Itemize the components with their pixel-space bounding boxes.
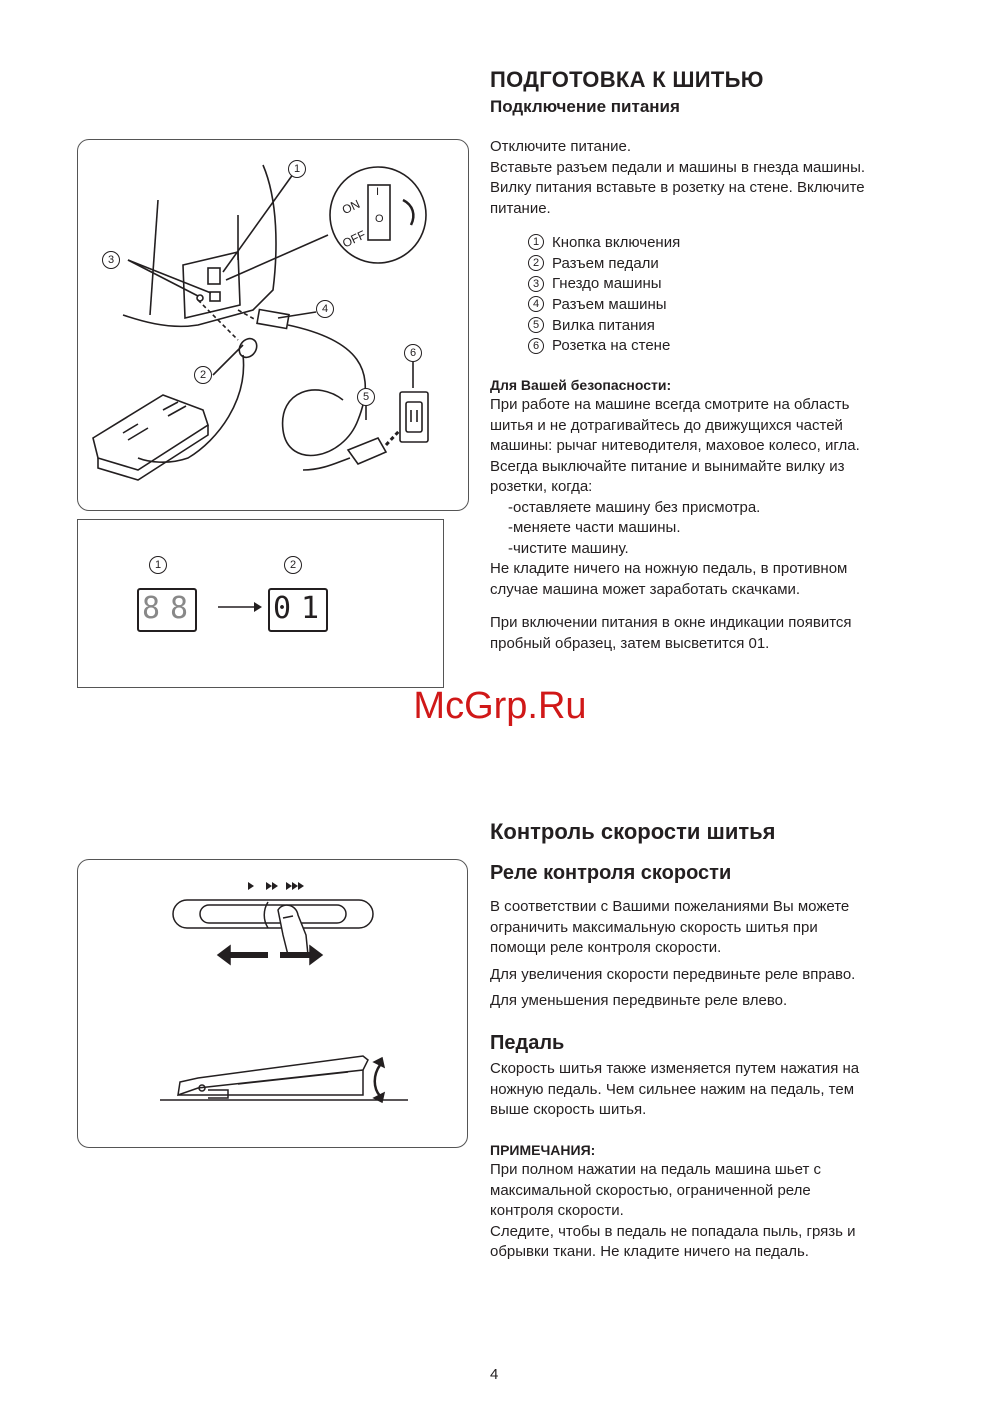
speed-indicator-icon: [248, 882, 304, 890]
callout-display-2: 2: [284, 556, 302, 574]
switch-off-label: OFF: [340, 227, 368, 251]
list-item: [528, 315, 968, 336]
number-circle: 5: [528, 317, 544, 333]
list-item: [528, 253, 968, 274]
speed-control-title: Контроль скорости шитья: [490, 819, 776, 844]
lcd-before: [137, 588, 197, 632]
machine-socket: [210, 292, 220, 301]
safety-line: Всегда выключайте питание и вынимайте вилку из: [490, 457, 845, 475]
part-label: Гнездо машины: [552, 275, 662, 293]
safety-line: машины: рычаг нитеводителя, маховое колесо, игла.: [490, 437, 860, 454]
intro-line: Отключите питание.: [490, 138, 632, 155]
safety-item: -чистите машину.: [508, 539, 629, 557]
safety-line: При работе на машине всегда смотрите на область: [490, 396, 850, 413]
relay-title: Реле контроля скорости: [490, 862, 732, 884]
lcd-after-digits: 01: [273, 591, 330, 626]
lcd-after: [268, 588, 328, 632]
safety-line: шитья и не дотрагивайтесь до движущихся частей: [490, 416, 843, 434]
wall-outlet: [400, 392, 428, 442]
speed-slider-knob: [264, 902, 268, 928]
callout-display-1: 1: [149, 556, 167, 574]
safety-item: -оставляете машину без присмотра.: [508, 498, 761, 516]
safety-item: -меняете части машины.: [508, 519, 681, 536]
part-label: Кнопка включения: [552, 233, 681, 251]
up-down-arrow-icon: [375, 1065, 380, 1096]
display-note-line: пробный образец, затем высветится 01.: [490, 634, 770, 652]
relay-line: помощи реле контроля скорости.: [490, 939, 722, 956]
relay-increase: Для увеличения скорости передвиньте реле вправо.: [490, 965, 856, 983]
safety-block: [490, 375, 930, 600]
notes-line: При полном нажатии на педаль машина шьет с: [490, 1161, 821, 1178]
callout-6: 6: [404, 344, 422, 362]
list-item: [528, 232, 968, 253]
pedal-side-view: [178, 1056, 368, 1095]
machine-plug: [257, 310, 289, 329]
number-circle: 1: [528, 234, 544, 250]
notes-line: контроля скорости.: [490, 1202, 624, 1219]
pedal-text: [490, 1059, 930, 1121]
display-note-line: При включении питания в окне индикации появится: [490, 614, 852, 631]
arrow-right-icon: [218, 600, 263, 614]
relay-text: [490, 897, 930, 1012]
pedal-line: выше скорость шитья.: [490, 1101, 647, 1118]
pedal-line: Скорость шитья также изменяется путем нажатия на: [490, 1060, 860, 1077]
switch-on-label: ON: [339, 196, 363, 218]
speed-slider-track: [173, 900, 373, 928]
watermark: McGrp.Ru: [413, 685, 587, 727]
number-circle: 4: [528, 296, 544, 312]
pedal-plug: [236, 335, 261, 361]
finger-icon: [278, 905, 308, 955]
power-switch-small: [208, 268, 220, 284]
intro-text: [490, 137, 930, 219]
notes-line: Следите, чтобы в педаль не попадала пыль, грязь и: [490, 1222, 856, 1240]
notes-line: максимальной скоростью, ограниченной реле: [490, 1181, 811, 1199]
relay-line: ограничить максимальную скорость шитья при: [490, 918, 818, 936]
section-subtitle-power: Подключение питания: [490, 97, 680, 116]
safety-line: розетки, когда:: [490, 478, 593, 495]
display-note: [490, 613, 930, 654]
notes-heading: ПРИМЕЧАНИЯ:: [490, 1142, 596, 1158]
notes-block: [490, 1140, 930, 1263]
speed-control-illustration: [77, 859, 468, 1148]
number-circle: 2: [528, 255, 544, 271]
pedal-title: Педаль: [490, 1032, 565, 1054]
arrow-left-icon: [218, 946, 230, 964]
callout-4: 4: [316, 300, 334, 318]
relay-decrease: Для уменьшения передвиньте реле влево.: [490, 992, 788, 1009]
safety-heading: Для Вашей безопасности:: [490, 377, 672, 393]
pedal-warning-line: Не кладите ничего на ножную педаль, в противном: [490, 560, 848, 577]
list-item: [528, 335, 968, 356]
page-number: 4: [490, 1366, 499, 1383]
callout-1: 1: [288, 160, 306, 178]
display-illustration: [77, 519, 444, 688]
callout-3: 3: [102, 251, 120, 269]
arrow-right-icon: [310, 946, 322, 964]
intro-line: Вставьте разъем педали и машины в гнезда машины.: [490, 158, 866, 176]
relay-line: В соответствии с Вашими пожеланиями Вы можете: [490, 898, 850, 915]
part-label: Разъем машины: [552, 295, 667, 313]
power-connection-drawing: [78, 140, 468, 510]
intro-line: Вилку питания вставьте в розетку на стене. Включите: [490, 179, 865, 196]
machine-outline: [150, 200, 158, 315]
foot-pedal: [93, 395, 208, 470]
number-circle: 6: [528, 338, 544, 354]
pedal-warning-line: случае машина может заработать скачками.: [490, 580, 801, 598]
page-title: ПОДГОТОВКА К ШИТЬЮ: [490, 67, 764, 92]
power-connection-illustration: [77, 139, 469, 511]
list-item: [528, 273, 968, 294]
part-label: Розетка на стене: [552, 337, 671, 355]
switch-off-mark: O: [375, 213, 384, 225]
switch-on-mark: I: [376, 186, 380, 198]
part-label: Вилка питания: [552, 316, 655, 334]
part-label: Разъем педали: [552, 254, 659, 272]
speed-control-drawing: [78, 860, 467, 1147]
number-circle: 3: [528, 276, 544, 292]
notes-line: обрывки ткани. Не кладите ничего на педаль.: [490, 1243, 809, 1260]
callout-2: 2: [194, 366, 212, 384]
pedal-line: ножную педаль. Чем сильнее нажим на педаль, тем: [490, 1080, 855, 1098]
intro-line: питание.: [490, 199, 551, 217]
power-plug: [348, 438, 386, 464]
lcd-before-digits: 88: [142, 591, 199, 626]
callout-5: 5: [357, 388, 375, 406]
parts-list: [528, 232, 968, 356]
list-item: [528, 294, 968, 315]
